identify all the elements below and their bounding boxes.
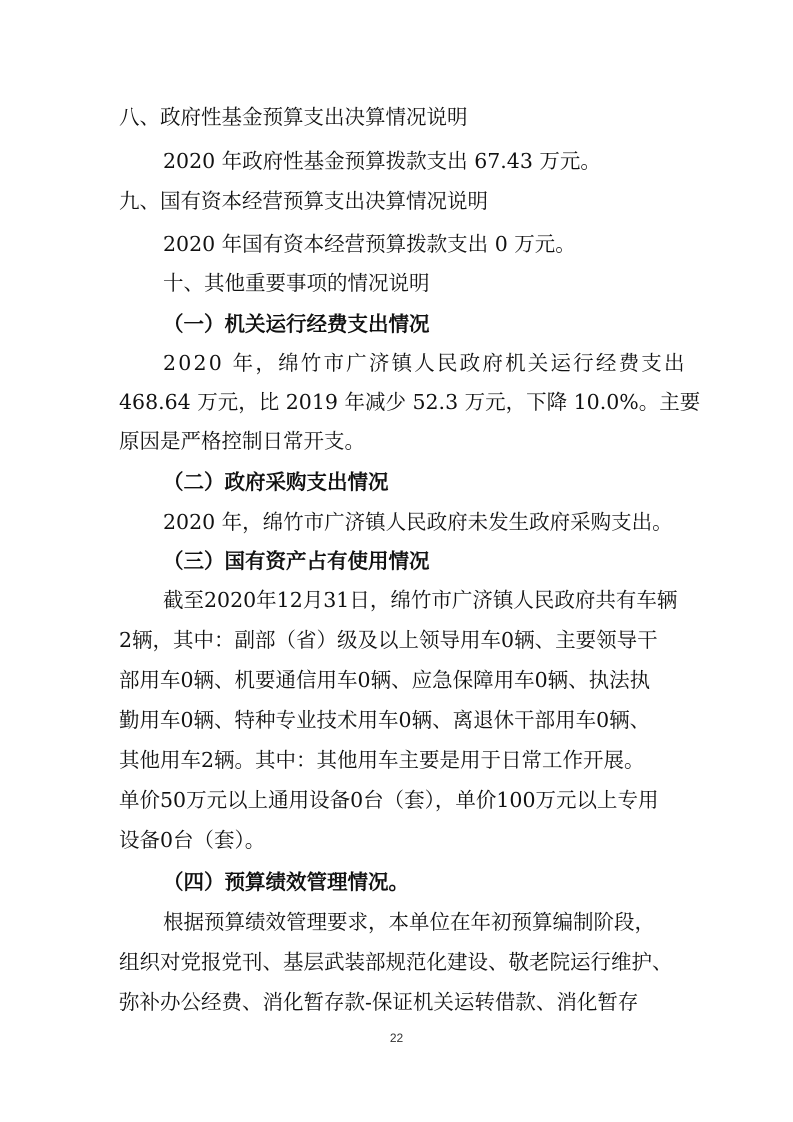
- subsection-2-line-1: 2020 年，绵竹市广济镇人民政府未发生政府采购支出。: [163, 510, 673, 534]
- subsection-4-line-3: 弥补办公经费、消化暂存款-保证机关运转借款、消化暂存: [119, 990, 639, 1014]
- subsection-4-heading: （四）预算绩效管理情况。: [163, 870, 409, 894]
- section-9-body: 2020 年国有资本经营预算拨款支出 0 万元。: [163, 232, 576, 256]
- subsection-3-line-7: 设备0台（套）。: [119, 828, 266, 852]
- subsection-3-heading: （三）国有资产占有使用情况: [163, 549, 430, 573]
- subsection-4-line-1: 根据预算绩效管理要求，本单位在年初预算编制阶段，: [163, 910, 655, 934]
- section-9-heading: 九、国有资本经营预算支出决算情况说明: [119, 189, 488, 213]
- subsection-3-line-2: 2辆，其中：副部（省）级及以上领导用车0辆、主要领导干: [119, 628, 658, 652]
- subsection-1-line-3: 原因是严格控制日常开支。: [119, 429, 365, 453]
- subsection-3-line-6: 单价50万元以上通用设备0台（套），单价100万元以上专用: [119, 788, 659, 812]
- section-8-heading: 八、政府性基金预算支出决算情况说明: [119, 105, 468, 129]
- page-number: 22: [389, 1031, 404, 1045]
- subsection-3-line-5: 其他用车2辆。其中：其他用车主要是用于日常工作开展。: [119, 748, 645, 772]
- subsection-2-heading: （二）政府采购支出情况: [163, 470, 389, 494]
- section-8-body: 2020 年政府性基金预算拨款支出 67.43 万元。: [163, 149, 601, 173]
- subsection-3-line-3: 部用车0辆、机要通信用车0辆、应急保障用车0辆、执法执: [119, 668, 651, 692]
- subsection-1-line-1: 2020 年，绵竹市广济镇人民政府机关运行经费支出: [163, 351, 687, 375]
- subsection-4-line-2: 组织对党报党刊、基层武装部规范化建设、敬老院运行维护、: [119, 950, 673, 974]
- subsection-1-heading: （一）机关运行经费支出情况: [163, 312, 430, 336]
- section-10-heading: 十、其他重要事项的情况说明: [163, 271, 430, 295]
- subsection-3-line-4: 勤用车0辆、特种专业技术用车0辆、离退休干部用车0辆、: [119, 708, 651, 732]
- subsection-1-line-2: 468.64 万元，比 2019 年减少 52.3 万元，下降 10.0%。主要: [119, 390, 701, 414]
- subsection-3-line-1: 截至2020年12月31日，绵竹市广济镇人民政府共有车辆: [163, 588, 678, 612]
